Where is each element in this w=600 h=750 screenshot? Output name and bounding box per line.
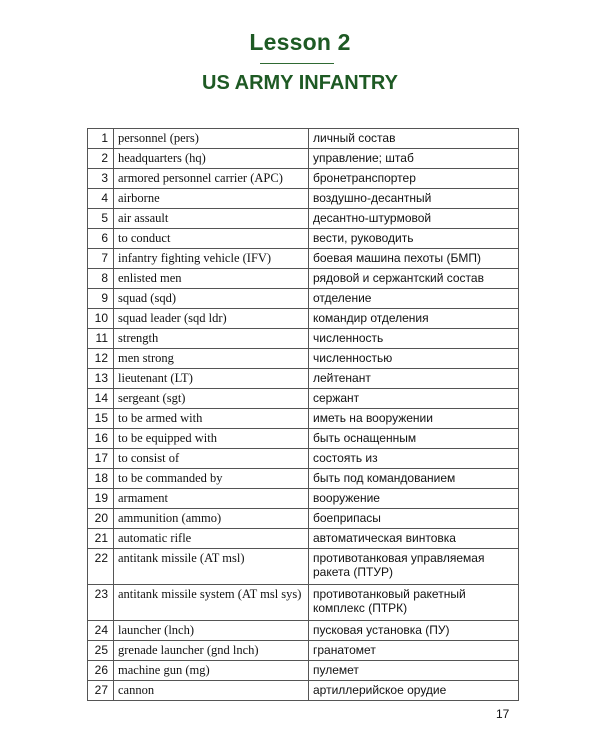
- vocabulary-row: [88, 149, 519, 169]
- russian-term: гранатомет: [309, 641, 519, 661]
- vocabulary-number: 22: [88, 549, 114, 585]
- vocabulary-number: 24: [88, 621, 114, 641]
- russian-term: отделение: [309, 289, 519, 309]
- english-term: machine gun (mg): [114, 661, 309, 681]
- vocabulary-row: [88, 469, 519, 489]
- russian-term: противотанковая управляемая ракета (ПТУР): [309, 549, 519, 585]
- vocabulary-number: 11: [88, 329, 114, 349]
- english-term: headquarters (hq): [114, 149, 309, 169]
- english-term: automatic rifle: [114, 529, 309, 549]
- english-term: to be commanded by: [114, 469, 309, 489]
- vocabulary-row: [88, 289, 519, 309]
- russian-term: личный состав: [309, 129, 519, 149]
- vocabulary-row: [88, 269, 519, 289]
- english-term: lieutenant (LT): [114, 369, 309, 389]
- russian-term: сержант: [309, 389, 519, 409]
- vocabulary-number: 15: [88, 409, 114, 429]
- vocabulary-row: [88, 681, 519, 701]
- russian-term: автоматическая винтовка: [309, 529, 519, 549]
- vocabulary-number: 26: [88, 661, 114, 681]
- russian-term: быть оснащенным: [309, 429, 519, 449]
- vocabulary-number: 23: [88, 585, 114, 621]
- english-term: sergeant (sgt): [114, 389, 309, 409]
- vocabulary-row: [88, 229, 519, 249]
- vocabulary-row: [88, 621, 519, 641]
- english-term: enlisted men: [114, 269, 309, 289]
- english-term: to be armed with: [114, 409, 309, 429]
- russian-term: состоять из: [309, 449, 519, 469]
- english-term: to be equipped with: [114, 429, 309, 449]
- english-term: squad (sqd): [114, 289, 309, 309]
- vocabulary-number: 7: [88, 249, 114, 269]
- english-term: antitank missile system (AT msl sys): [114, 585, 309, 621]
- vocabulary-row: [88, 429, 519, 449]
- english-term: cannon: [114, 681, 309, 701]
- vocabulary-row: [88, 249, 519, 269]
- english-term: to consist of: [114, 449, 309, 469]
- russian-term: пусковая установка (ПУ): [309, 621, 519, 641]
- vocabulary-row: [88, 169, 519, 189]
- vocabulary-number: 1: [88, 129, 114, 149]
- vocabulary-number: 27: [88, 681, 114, 701]
- vocabulary-row: [88, 529, 519, 549]
- russian-term: вести, руководить: [309, 229, 519, 249]
- english-term: squad leader (sqd ldr): [114, 309, 309, 329]
- english-term: launcher (lnch): [114, 621, 309, 641]
- russian-term: вооружение: [309, 489, 519, 509]
- vocabulary-row: [88, 641, 519, 661]
- vocabulary-row: [88, 489, 519, 509]
- english-term: armored personnel carrier (APC): [114, 169, 309, 189]
- vocabulary-number: 14: [88, 389, 114, 409]
- vocabulary-row: [88, 509, 519, 529]
- russian-term: управление; штаб: [309, 149, 519, 169]
- vocabulary-number: 20: [88, 509, 114, 529]
- vocabulary-number: 2: [88, 149, 114, 169]
- vocabulary-number: 6: [88, 229, 114, 249]
- russian-term: десантно-штурмовой: [309, 209, 519, 229]
- russian-term: быть под командованием: [309, 469, 519, 489]
- vocabulary-table: [87, 128, 519, 701]
- vocabulary-number: 3: [88, 169, 114, 189]
- page-number: 17: [496, 707, 510, 721]
- russian-term: командир отделения: [309, 309, 519, 329]
- russian-term: иметь на вооружении: [309, 409, 519, 429]
- vocabulary-number: 5: [88, 209, 114, 229]
- vocabulary-row: [88, 309, 519, 329]
- vocabulary-number: 12: [88, 349, 114, 369]
- russian-term: пулемет: [309, 661, 519, 681]
- english-term: to conduct: [114, 229, 309, 249]
- vocabulary-number: 10: [88, 309, 114, 329]
- russian-term: бронетранспортер: [309, 169, 519, 189]
- vocabulary-number: 16: [88, 429, 114, 449]
- vocabulary-number: 25: [88, 641, 114, 661]
- vocabulary-number: 4: [88, 189, 114, 209]
- vocabulary-row: [88, 369, 519, 389]
- vocabulary-number: 17: [88, 449, 114, 469]
- russian-term: артиллерийское орудие: [309, 681, 519, 701]
- lesson-subtitle: US ARMY INFANTRY: [202, 72, 398, 94]
- vocabulary-number: 19: [88, 489, 114, 509]
- vocabulary-number: 18: [88, 469, 114, 489]
- english-term: ammunition (ammo): [114, 509, 309, 529]
- russian-term: лейтенант: [309, 369, 519, 389]
- english-term: antitank missile (AT msl): [114, 549, 309, 585]
- russian-term: рядовой и сержантский состав: [309, 269, 519, 289]
- vocabulary-row: [88, 209, 519, 229]
- russian-term: боевая машина пехоты (БМП): [309, 249, 519, 269]
- vocabulary-row: [88, 449, 519, 469]
- english-term: grenade launcher (gnd lnch): [114, 641, 309, 661]
- russian-term: боеприпасы: [309, 509, 519, 529]
- english-term: men strong: [114, 349, 309, 369]
- vocabulary-row: [88, 129, 519, 149]
- title-divider: [260, 63, 334, 64]
- vocabulary-row: [88, 329, 519, 349]
- russian-term: воздушно-десантный: [309, 189, 519, 209]
- english-term: armament: [114, 489, 309, 509]
- vocabulary-row: [88, 549, 519, 585]
- vocabulary-table-body: [88, 129, 519, 701]
- english-term: airborne: [114, 189, 309, 209]
- vocabulary-number: 13: [88, 369, 114, 389]
- vocabulary-row: [88, 585, 519, 621]
- vocabulary-number: 8: [88, 269, 114, 289]
- vocabulary-number: 9: [88, 289, 114, 309]
- vocabulary-row: [88, 189, 519, 209]
- vocabulary-row: [88, 389, 519, 409]
- russian-term: численность: [309, 329, 519, 349]
- vocabulary-row: [88, 661, 519, 681]
- english-term: air assault: [114, 209, 309, 229]
- english-term: strength: [114, 329, 309, 349]
- vocabulary-row: [88, 409, 519, 429]
- vocabulary-number: 21: [88, 529, 114, 549]
- english-term: personnel (pers): [114, 129, 309, 149]
- russian-term: численностью: [309, 349, 519, 369]
- english-term: infantry fighting vehicle (IFV): [114, 249, 309, 269]
- lesson-title: Lesson 2: [249, 29, 351, 55]
- vocabulary-row: [88, 349, 519, 369]
- russian-term: противотанковый ракетный комплекс (ПТРК): [309, 585, 519, 621]
